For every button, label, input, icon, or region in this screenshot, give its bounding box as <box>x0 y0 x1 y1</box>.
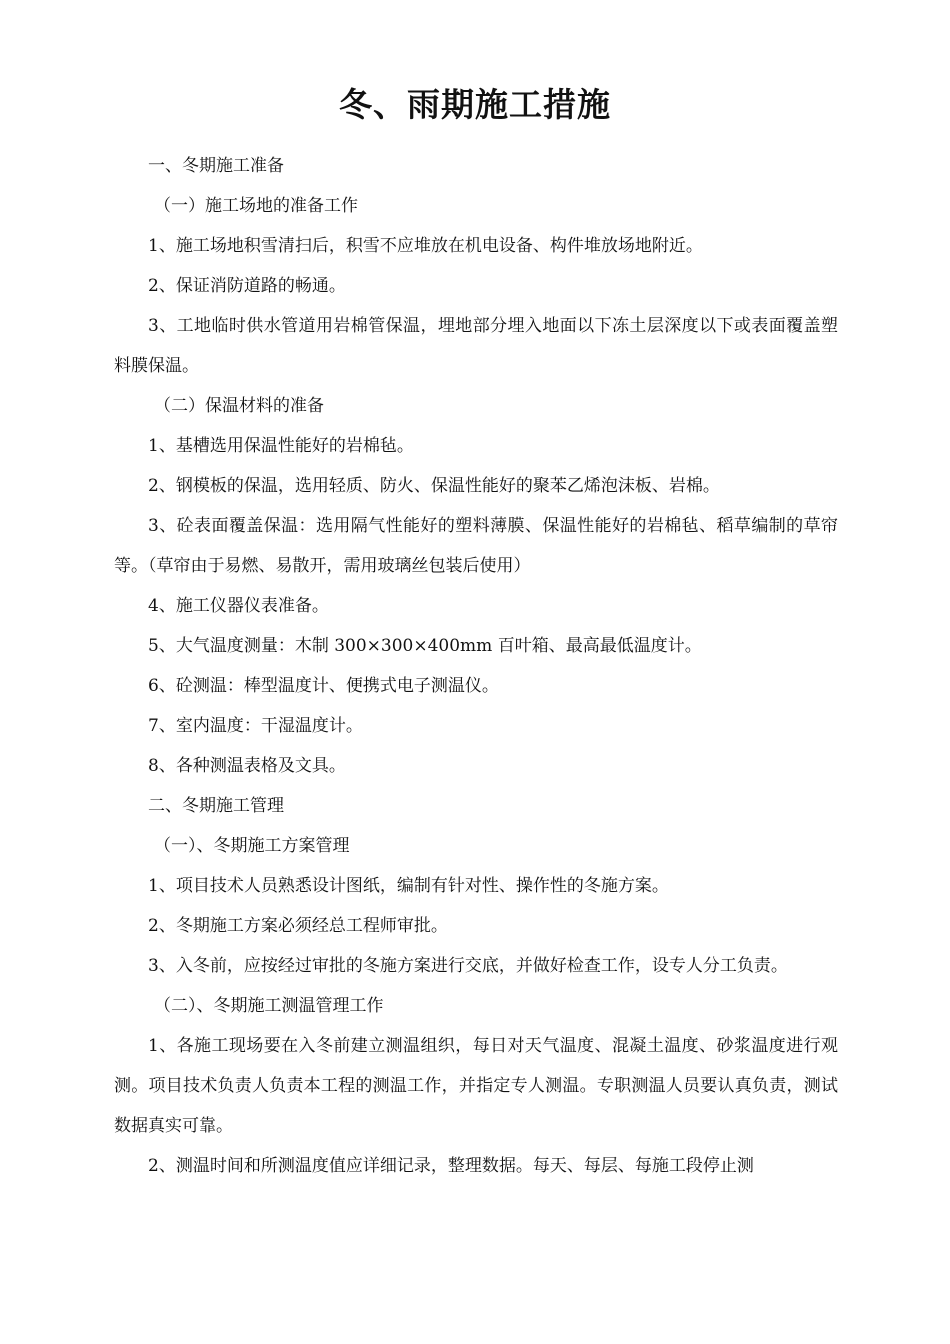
subsection-heading: （二）保温材料的准备 <box>154 396 324 416</box>
paragraph: 4、施工仪器仪表准备。 <box>148 596 329 616</box>
paragraph: 2、保证消防道路的畅通。 <box>148 276 346 296</box>
section-heading: 一、冬期施工准备 <box>148 156 284 176</box>
subsection-heading: （一）施工场地的准备工作 <box>154 196 358 216</box>
paragraph: 1、项目技术人员熟悉设计图纸，编制有针对性、操作性的冬施方案。 <box>148 876 669 896</box>
paragraph: 3、入冬前，应按经过审批的冬施方案进行交底，并做好检查工作，设专人分工负责。 <box>148 956 788 976</box>
paragraph: 3、工地临时供水管道用岩棉管保温，埋地部分埋入地面以下冻土层深度以下或表面覆盖塑料膜保温。 <box>114 316 838 376</box>
paragraph: 6、砼测温：棒型温度计、便携式电子测温仪。 <box>148 676 499 696</box>
paragraph: 1、各施工现场要在入冬前建立测温组织，每日对天气温度、混凝土温度、砂浆温度进行观测。项目技术负责人负责本工程的测温工作，并指定专人测温。专职测温人员要认真负责，测试数据真实可靠。 <box>114 1036 838 1136</box>
document-body <box>114 146 838 1186</box>
paragraph: 1、施工场地积雪清扫后，积雪不应堆放在机电设备、构件堆放场地附近。 <box>148 236 703 256</box>
paragraph: 1、基槽选用保温性能好的岩棉毡。 <box>148 436 414 456</box>
paragraph: 5、大气温度测量：木制 300×300×400mm 百叶箱、最高最低温度计。 <box>148 636 702 656</box>
section-heading: 二、冬期施工管理 <box>148 796 284 816</box>
paragraph: 8、各种测温表格及文具。 <box>148 756 346 776</box>
paragraph: 7、室内温度：干湿温度计。 <box>148 716 363 736</box>
paragraph: 2、钢模板的保温，选用轻质、防火、保温性能好的聚苯乙烯泡沫板、岩棉。 <box>148 476 720 496</box>
paragraph: 3、砼表面覆盖保温：选用隔气性能好的塑料薄膜、保温性能好的岩棉毡、稻草编制的草帘等。（草帘由于易燃、易散开，需用玻璃丝包装后使用） <box>114 516 838 576</box>
subsection-heading: （一）、冬期施工方案管理 <box>154 836 350 856</box>
subsection-heading: （二）、冬期施工测温管理工作 <box>154 996 384 1016</box>
page-title: 冬、雨期施工措施 <box>339 85 611 124</box>
paragraph: 2、测温时间和所测温度值应详细记录，整理数据。每天、每层、每施工段停止测 <box>148 1156 754 1176</box>
paragraph: 2、冬期施工方案必须经总工程师审批。 <box>148 916 448 936</box>
